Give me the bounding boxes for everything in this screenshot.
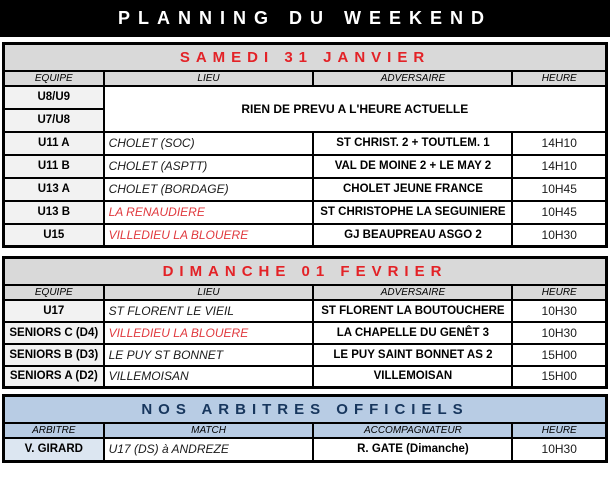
table-row	[4, 132, 607, 155]
equipe-cell: SENIORS A (D2)	[4, 366, 104, 388]
column-header-accompagnateur: ACCOMPAGNATEUR	[313, 423, 512, 438]
samedi-table	[2, 42, 608, 248]
no-match-note: RIEN DE PREVU A L'HEURE ACTUELLE	[104, 86, 607, 132]
heure-cell: 10H30	[512, 322, 606, 344]
column-header-lieu: LIEU	[104, 285, 314, 300]
adversaire-cell: ST CHRIST. 2 + TOUTLEM. 1	[313, 132, 512, 155]
adversaire-cell: VAL DE MOINE 2 + LE MAY 2	[313, 155, 512, 178]
column-header-lieu: LIEU	[104, 71, 314, 86]
lieu-cell: VILLEDIEU LA BLOUERE	[104, 322, 314, 344]
arbitres-section-title: NOS ARBITRES OFFICIELS	[4, 396, 607, 423]
lieu-cell: CHOLET (BORDAGE)	[104, 178, 314, 201]
lieu-cell: VILLEDIEU LA BLOUERE	[104, 224, 314, 247]
column-header-adversaire: ADVERSAIRE	[313, 285, 512, 300]
table-row	[4, 178, 607, 201]
column-header-adversaire: ADVERSAIRE	[313, 71, 512, 86]
equipe-cell: U17	[4, 300, 104, 322]
lieu-cell: VILLEMOISAN	[104, 366, 314, 388]
table-row	[4, 300, 607, 322]
arbitre-cell: V. GIRARD	[4, 438, 104, 462]
equipe-cell: U13 B	[4, 201, 104, 224]
heure-cell: 10H45	[512, 201, 606, 224]
adversaire-cell: LA CHAPELLE DU GENÊT 3	[313, 322, 512, 344]
page-title: PLANNING DU WEEKEND	[0, 0, 610, 37]
heure-cell: 10H30	[512, 438, 606, 462]
samedi-section-title: SAMEDI 31 JANVIER	[4, 44, 607, 71]
table-row	[4, 366, 607, 388]
table-row	[4, 438, 607, 462]
adversaire-cell: GJ BEAUPREAU ASGO 2	[313, 224, 512, 247]
equipe-cell: U11 A	[4, 132, 104, 155]
table-row	[4, 155, 607, 178]
heure-cell: 10H45	[512, 178, 606, 201]
column-header-arbitre: ARBITRE	[4, 423, 104, 438]
equipe-cell: U11 B	[4, 155, 104, 178]
table-row	[4, 224, 607, 247]
equipe-cell: SENIORS C (D4)	[4, 322, 104, 344]
column-header-heure: HEURE	[512, 71, 606, 86]
lieu-cell: LA RENAUDIERE	[104, 201, 314, 224]
arbitres-table	[2, 394, 608, 463]
table-row	[4, 322, 607, 344]
table-row	[4, 86, 607, 109]
heure-cell: 10H30	[512, 224, 606, 247]
heure-cell: 14H10	[512, 155, 606, 178]
heure-cell: 10H30	[512, 300, 606, 322]
adversaire-cell: LE PUY SAINT BONNET AS 2	[313, 344, 512, 366]
accompagnateur-cell: R. GATE (Dimanche)	[313, 438, 512, 462]
heure-cell: 15H00	[512, 344, 606, 366]
table-row	[4, 344, 607, 366]
column-header-heure: HEURE	[512, 423, 606, 438]
column-header-heure: HEURE	[512, 285, 606, 300]
lieu-cell: CHOLET (SOC)	[104, 132, 314, 155]
heure-cell: 15H00	[512, 366, 606, 388]
heure-cell: 14H10	[512, 132, 606, 155]
column-header-match: MATCH	[104, 423, 314, 438]
equipe-cell: U15	[4, 224, 104, 247]
adversaire-cell: ST CHRISTOPHE LA SEGUINIERE	[313, 201, 512, 224]
dimanche-section-title: DIMANCHE 01 FEVRIER	[4, 258, 607, 285]
equipe-cell: U7/U8	[4, 109, 104, 132]
equipe-cell: U13 A	[4, 178, 104, 201]
equipe-cell: U8/U9	[4, 86, 104, 109]
lieu-cell: LE PUY ST BONNET	[104, 344, 314, 366]
column-header-equipe: EQUIPE	[4, 71, 104, 86]
table-row	[4, 201, 607, 224]
adversaire-cell: VILLEMOISAN	[313, 366, 512, 388]
match-cell: U17 (DS) à ANDREZE	[104, 438, 314, 462]
adversaire-cell: ST FLORENT LA BOUTOUCHERE	[313, 300, 512, 322]
lieu-cell: CHOLET (ASPTT)	[104, 155, 314, 178]
column-header-equipe: EQUIPE	[4, 285, 104, 300]
dimanche-table	[2, 256, 608, 389]
equipe-cell: SENIORS B (D3)	[4, 344, 104, 366]
lieu-cell: ST FLORENT LE VIEIL	[104, 300, 314, 322]
adversaire-cell: CHOLET JEUNE FRANCE	[313, 178, 512, 201]
